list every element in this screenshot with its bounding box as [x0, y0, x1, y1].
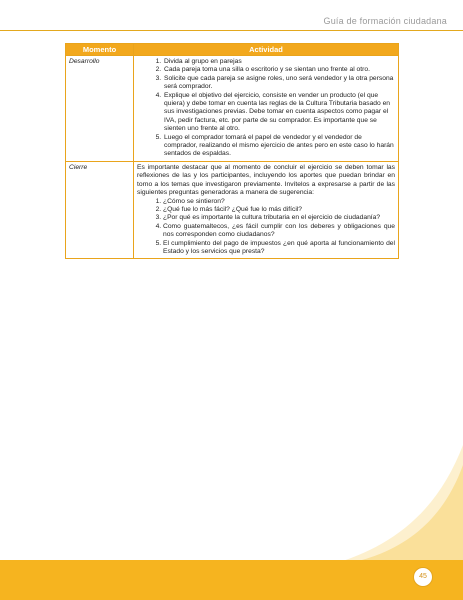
closing-intro: Es importante destacar que al momento de concluir el ejercicio se deben tomar las reflexiones de las y los participantes, incluyendo los aportes que puedan brindar en torno a los temas que investigaron previamente. Invítelos a expresarse a partir de las siguientes preguntas generadoras a manera de sugerencia: [137, 163, 395, 197]
page-number: 45 [413, 567, 433, 587]
list-item: 2. Cada pareja toma una silla o escritorio y se sientan uno frente al otro. [163, 66, 395, 74]
header-divider [0, 30, 463, 31]
questions-list [137, 198, 395, 257]
column-header-moment: Momento [66, 44, 134, 56]
table-header-row [66, 44, 399, 56]
list-item: 5. Luego el comprador tomará el papel de vendedor y el vendedor de comprador, realizando el mismo ejercicio de antes pero en este caso lo harán sentados de espaldas. [163, 134, 395, 159]
list-item: 1. ¿Cómo se sintieron? [163, 198, 395, 206]
activity-table [65, 43, 399, 259]
moment-cell: Desarrollo [66, 56, 134, 162]
moment-cell: Cierre [66, 161, 134, 258]
list-item: 4. Como guatemaltecos, ¿es fácil cumplir con los deberes y obligaciones que nos corresponden como ciudadanos? [163, 223, 395, 240]
list-item: 1. Divida al grupo en parejas [163, 58, 395, 66]
list-item: 3. ¿Por qué es importante la cultura tributaria en el ejercicio de ciudadanía? [163, 214, 395, 222]
list-item: 2. ¿Qué fue lo más fácil? ¿Qué fue lo más difícil? [163, 206, 395, 214]
list-item: 5. El cumplimiento del pago de impuestos ¿en qué aporta al funcionamiento del Estado y los servicios que presta? [163, 240, 395, 257]
activity-cell [134, 161, 399, 258]
guide-title: Guía de formación ciudadana [323, 16, 447, 26]
activity-cell [134, 56, 399, 162]
list-item: 3. Solicite que cada pareja se asigne roles, uno será vendedor y la otra persona será comprador. [163, 75, 395, 92]
table-row-desarrollo [66, 56, 399, 162]
column-header-activity: Actividad [134, 44, 399, 56]
list-item: 4. Explique el objetivo del ejercicio, consiste en vender un producto (el que quiera) y debe tomar en cuenta las reglas de la Cultura Tributaria basado en sus investigaciones previas. Debe tomar en cuenta aspectos como pagar el IVA, pedir factura, etc. por parte de su comprador. Es importante que se sienten uno frente al otro. [163, 92, 395, 134]
steps-list [137, 58, 395, 159]
footer-band [0, 560, 463, 600]
table-row-cierre [66, 161, 399, 258]
